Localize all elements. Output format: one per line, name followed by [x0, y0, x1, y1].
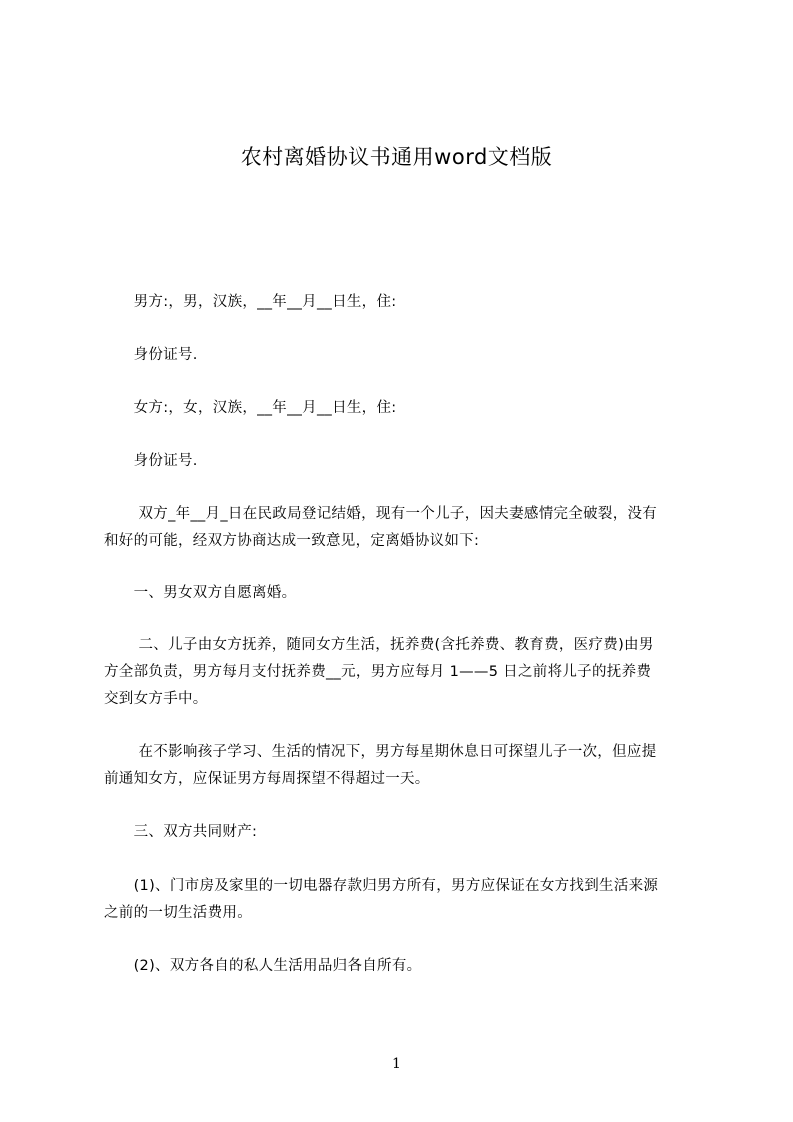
paragraph-property-1: [104, 873, 714, 927]
paragraph-line: 身份证号.: [104, 347, 198, 363]
paragraph-visitation: [104, 739, 714, 793]
paragraph-line: (1)、门市房及家里的一切电器存款归男方所有，男方应保证在女方找到生活来源: [104, 878, 659, 894]
paragraph-line: 方全部负责，男方每月支付抚养费__元，男方应每月 1——5 日之前将儿子的抚养费: [104, 664, 652, 680]
paragraph-line: 男方:，男，汉族，__年__月__日生，住:: [104, 294, 397, 310]
paragraph-line: 女方:，女，汉族，__年__月__日生，住:: [104, 400, 397, 416]
paragraph-line: 双方_年__月_日在民政局登记结婚，现有一个儿子，因夫妻感情完全破裂，没有: [104, 506, 658, 522]
paragraph-line: 二、儿子由女方抚养，随同女方生活，抚养费(含托养费、教育费，医疗费)由男: [104, 637, 654, 653]
paragraph-line: 在不影响孩子学习、生活的情况下，男方每星期休息日可探望儿子一次，但应提: [104, 744, 657, 760]
paragraph-line: 之前的一切生活费用。: [104, 905, 252, 921]
paragraph-line: (2)、双方各自的私人生活用品归各自所有。: [104, 958, 422, 974]
paragraph-clause-2: [104, 632, 714, 713]
paragraph-clause-1: [104, 580, 714, 607]
paragraph-female-id: [104, 448, 714, 475]
paragraph-line: 和好的可能，经双方协商达成一致意见，定离婚协议如下:: [104, 533, 480, 549]
paragraph-male-party: [104, 289, 714, 316]
document-title: 农村离婚协议书通用word文档版: [240, 145, 553, 169]
paragraph-clause-3: [104, 819, 714, 846]
paragraph-male-id: [104, 342, 714, 369]
paragraph-line: 身份证号.: [104, 453, 198, 469]
paragraph-marriage-statement: [104, 501, 714, 555]
paragraph-female-party: [104, 395, 714, 422]
paragraph-line: 交到女方手中。: [104, 691, 208, 707]
paragraph-property-2: [104, 953, 714, 980]
paragraph-line: 三、双方共同财产:: [104, 824, 258, 840]
paragraph-line: 一、男女双方自愿离婚。: [104, 585, 297, 601]
page-number: 1: [392, 1056, 401, 1072]
paragraph-line: 前通知女方，应保证男方每周探望不得超过一天。: [104, 771, 430, 787]
